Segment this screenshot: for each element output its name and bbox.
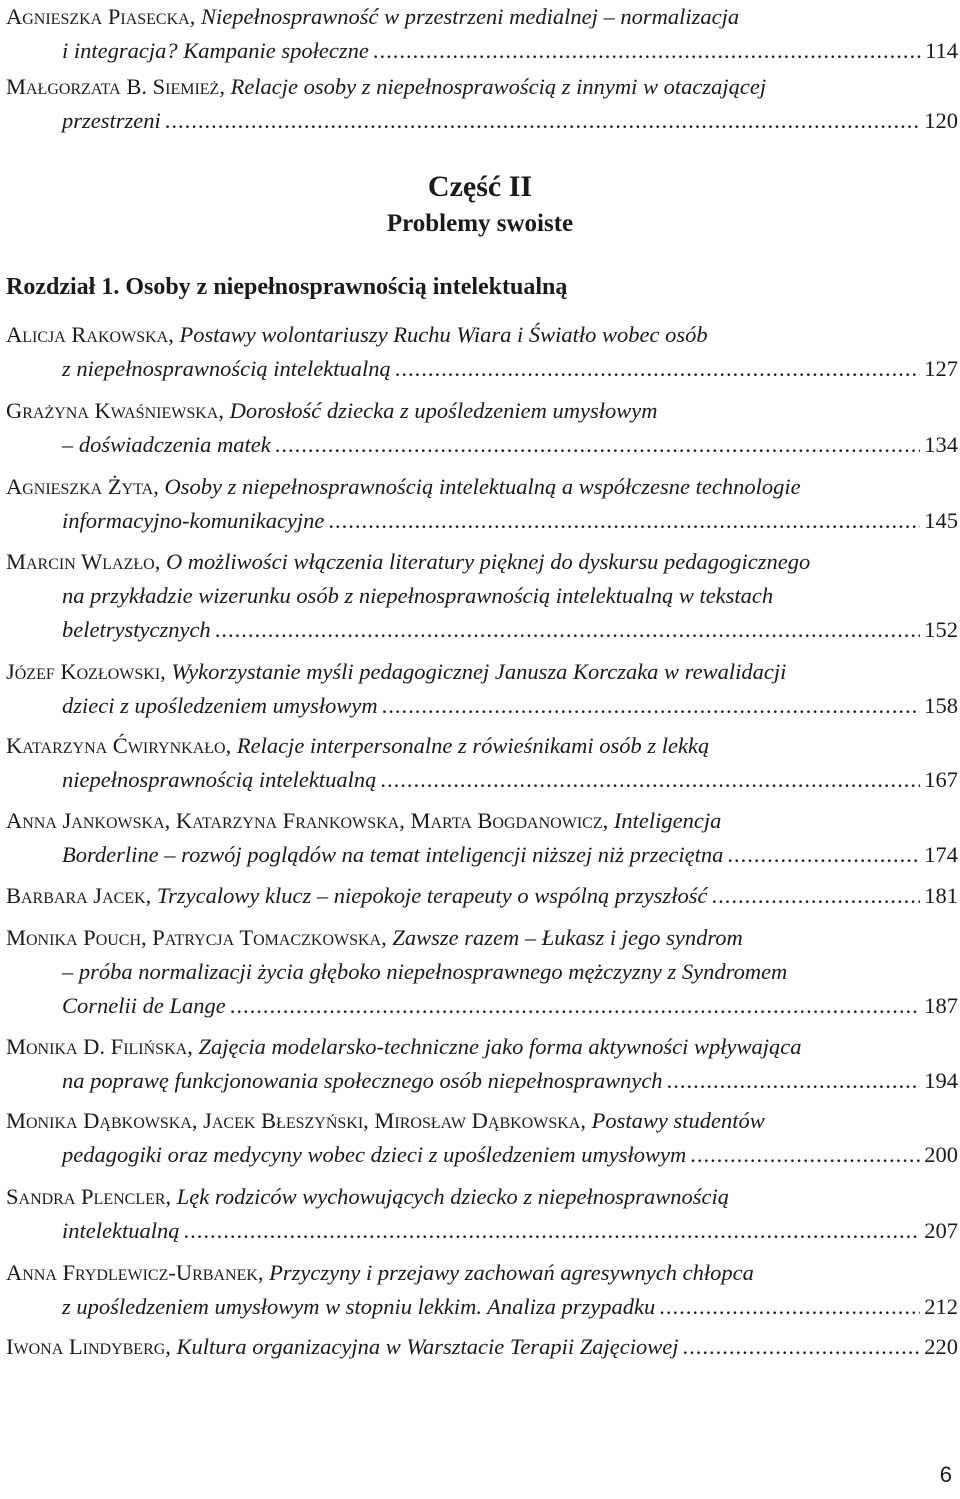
entry-title: na poprawę funkcjonowania społecznego osób niepełnosprawnych (62, 1068, 663, 1093)
entry-author: Agnieszka Żyta (6, 474, 154, 499)
entry-page: 127 (924, 356, 958, 381)
entry-page: 114 (925, 38, 958, 63)
entry-title: Przyczyny i przejawy zachowań agresywnych chłopca (269, 1260, 754, 1285)
entry-author: Iwona Lindyberg (6, 1334, 166, 1359)
entry-title: beletrystycznych (62, 617, 211, 642)
part-subtitle: Problemy swoiste (386, 210, 574, 237)
entry-title: z upośledzeniem umysłowym w stopniu lekkim. Analiza przypadku (62, 1294, 656, 1319)
entry-author: Marcin Wlazło (6, 549, 155, 574)
toc-entry: Anna Jankowska, Katarzyna Frankowska, Marta Bogdanowicz , Inteligencja Borderline – rozwój poglądów na temat inteligencji niższej niż przeciętna ..... 174 (6, 804, 958, 872)
entry-page: 167 (924, 767, 958, 792)
toc-entry: Sandra Plencler , Lęk rodziców wychowujących dziecko z niepełnosprawnością intelektualną ..... 207 (6, 1180, 958, 1248)
entry-title: na przykładzie wizerunku osób z niepełnosprawnością intelektualną w tekstach (62, 583, 774, 608)
entry-page: 212 (924, 1294, 958, 1319)
entry-title: Kultura organizacyjna w Warsztacie Terapii Zajęciowej (176, 1334, 679, 1359)
chapter-title: Osoby z niepełnosprawnością intelektualną (125, 274, 568, 300)
dot-leader (395, 352, 921, 386)
entry-title: – doświadczenia matek (62, 432, 271, 457)
dot-leader (215, 613, 921, 647)
entry-author: Józef Kozłowski (6, 659, 161, 684)
toc-entry: Grażyna Kwaśniewska , Dorosłość dziecka z upośledzeniem umysłowym – doświadczenia matek ..... 134 (6, 394, 958, 462)
entry-title: niepełnosprawnością intelektualną (62, 767, 377, 792)
entry-title: Osoby z niepełnosprawnością intelektualną a współczesne technologie (164, 474, 801, 499)
entry-title: Relacje interpersonalne z rówieśnikami osób z lekką (236, 733, 710, 758)
entry-title: i integracja? Kampanie społeczne (62, 38, 369, 63)
entry-title: Cornelii de Lange (62, 993, 226, 1018)
toc-entry: Małgorzata B. Siemież , Relacje osoby z niepełnosprawością z innymi w otaczającej przestrzeni ..... 120 (6, 70, 958, 138)
entry-page: 207 (924, 1218, 958, 1243)
toc-entry: Agnieszka Piasecka , Niepełnosprawność w przestrzeni medialnej – normalizacja i integracja? Kampanie społeczne ..... 114 (6, 0, 958, 68)
entry-author: Monika D. Filińska (6, 1034, 188, 1059)
entry-page: 174 (924, 842, 958, 867)
entry-title: O możliwości włączenia literatury pięknej do dyskursu pedagogicznego (165, 549, 811, 574)
entry-title: intelektualną (62, 1218, 180, 1243)
entry-page: 152 (924, 617, 958, 642)
toc-entry: Iwona Lindyberg , Kultura organizacyjna w Warsztacie Terapii Zajęciowej ..... 220 (6, 1330, 958, 1364)
entry-title: Dorosłość dziecka z upośledzeniem umysłowym (229, 398, 658, 423)
entry-title: Zajęcia modelarsko-techniczne jako forma aktywności wpływająca (198, 1034, 802, 1059)
dot-leader (382, 689, 921, 723)
entry-title: z niepełnosprawnością intelektualną (62, 356, 391, 381)
entry-page: 145 (924, 508, 958, 533)
chapter-label: Rozdział 1. (6, 274, 120, 300)
dot-leader (659, 1290, 920, 1324)
toc-entry: Józef Kozłowski , Wykorzystanie myśli pedagogicznej Janusza Korczaka w rewalidacji dzieci z upośledzeniem umysłowym ..... 158 (6, 655, 958, 723)
entry-author: Alicja Rakowska (6, 322, 169, 347)
entry-page: 181 (924, 883, 958, 908)
entry-title: Postawy wolontariuszy Ruchu Wiara i Światło wobec osób (179, 322, 708, 347)
entry-title: dzieci z upośledzeniem umysłowym (62, 693, 378, 718)
entry-title: Zawsze razem – Łukasz i jego syndrom (392, 925, 743, 950)
dot-leader (373, 34, 921, 68)
dot-leader (230, 989, 921, 1023)
entry-author: Agnieszka Piasecka (6, 4, 190, 29)
entry-title: Niepełnosprawność w przestrzeni medialnej – normalizacja (200, 4, 740, 29)
entry-page: 200 (924, 1142, 958, 1167)
entry-page: 158 (924, 693, 958, 718)
entry-page: 120 (924, 108, 958, 133)
entry-author: Grażyna Kwaśniewska (6, 398, 219, 423)
entry-author: Barbara Jacek (6, 883, 146, 908)
toc-entry: Agnieszka Żyta , Osoby z niepełnosprawnością intelektualną a współczesne technologie informacyjno-komunikacyjne ..... 145 (6, 470, 958, 538)
toc-entry: Alicja Rakowska , Postawy wolontariuszy Ruchu Wiara i Światło wobec osób z niepełnosprawnością intelektualną ..... 127 (6, 318, 958, 386)
toc-entry: Monika Dąbkowska, Jacek Błeszyński, Mirosław Dąbkowska , Postawy studentów pedagogiki oraz medycyny wobec dzieci z upośledzeniem umysłowym ..... 200 (6, 1104, 958, 1172)
entry-title: informacyjno-komunikacyjne (62, 508, 325, 533)
dot-leader (380, 763, 920, 797)
entry-page: 187 (924, 993, 958, 1018)
dot-leader (667, 1064, 921, 1098)
dot-leader (275, 428, 921, 462)
dot-leader (183, 1214, 920, 1248)
dot-leader (328, 504, 920, 538)
entry-title: Wykorzystanie myśli pedagogicznej Janusza Korczaka w rewalidacji (171, 659, 787, 684)
toc-entry: Anna Frydlewicz-Urbanek , Przyczyny i przejawy zachowań agresywnych chłopca z upośledzeniem umysłowym w stopniu lekkim. Analiza przypadku ..... 212 (6, 1256, 958, 1324)
toc-entry: Monika Pouch, Patrycja Tomaczkowska , Zawsze razem – Łukasz i jego syndrom – próba normalizacji życia głęboko niepełnosprawnego mężczyzny z Syndromem Cornelii de Lange ..... 187 (6, 921, 958, 1023)
entry-author: Anna Frydlewicz-Urbanek (6, 1260, 258, 1285)
toc-entry: Marcin Wlazło , O możliwości włączenia literatury pięknej do dyskursu pedagogicznego na przykładzie wizerunku osób z niepełnosprawnością intelektualną w tekstach beletrystycznych ..... 152 (6, 545, 958, 647)
page-number: 6 (939, 1462, 952, 1487)
dot-leader (711, 879, 920, 913)
dot-leader (682, 1330, 920, 1364)
toc-entry: Katarzyna Ćwirynkało , Relacje interpersonalne z rówieśnikami osób z lekką niepełnosprawnością intelektualną ..... 167 (6, 729, 958, 797)
dot-leader (727, 838, 920, 872)
toc-entry: Monika D. Filińska , Zajęcia modelarsko-techniczne jako forma aktywności wpływająca na poprawę funkcjonowania społecznego osób niepełnosprawnych ..... 194 (6, 1030, 958, 1098)
entry-author: Katarzyna Ćwirynkało (6, 733, 226, 758)
entry-title: Relacje osoby z niepełnosprawością z innymi w otaczającej (230, 74, 767, 99)
entry-page: 134 (924, 432, 958, 457)
entry-title: przestrzeni (62, 108, 161, 133)
dot-leader (165, 104, 920, 138)
entry-title: Postawy studentów (591, 1108, 765, 1133)
entry-title: Lęk rodziców wychowujących dziecko z niepełnosprawnością (176, 1184, 729, 1209)
entry-title: – próba normalizacji życia głęboko niepełnosprawnego mężczyzny z Syndromem (62, 959, 788, 984)
entry-author: Małgorzata B. Siemież (6, 74, 220, 99)
entry-author: Anna Jankowska, Katarzyna Frankowska, Marta Bogdanowicz (6, 808, 603, 833)
toc-entry: Barbara Jacek , Trzycalowy klucz – niepokoje terapeuty o wspólną przyszłość ..... 181 (6, 879, 958, 913)
entry-page: 220 (924, 1334, 958, 1359)
entry-author: Sandra Plencler (6, 1184, 166, 1209)
entry-author: Monika Pouch, Patrycja Tomaczkowska (6, 925, 382, 950)
entry-page: 194 (924, 1068, 958, 1093)
chapter-heading (6, 274, 567, 301)
entry-title: pedagogiki oraz medycyny wobec dzieci z upośledzeniem umysłowym (62, 1142, 687, 1167)
dot-leader (690, 1138, 920, 1172)
part-heading: Część II (427, 170, 533, 203)
entry-title: Borderline – rozwój poglądów na temat inteligencji niższej niż przeciętna (62, 842, 724, 867)
entry-title: Trzycalowy klucz – niepokoje terapeuty o wspólną przyszłość (156, 883, 708, 908)
entry-author: Monika Dąbkowska, Jacek Błeszyński, Mirosław Dąbkowska (6, 1108, 581, 1133)
entry-title: Inteligencja (613, 808, 722, 833)
